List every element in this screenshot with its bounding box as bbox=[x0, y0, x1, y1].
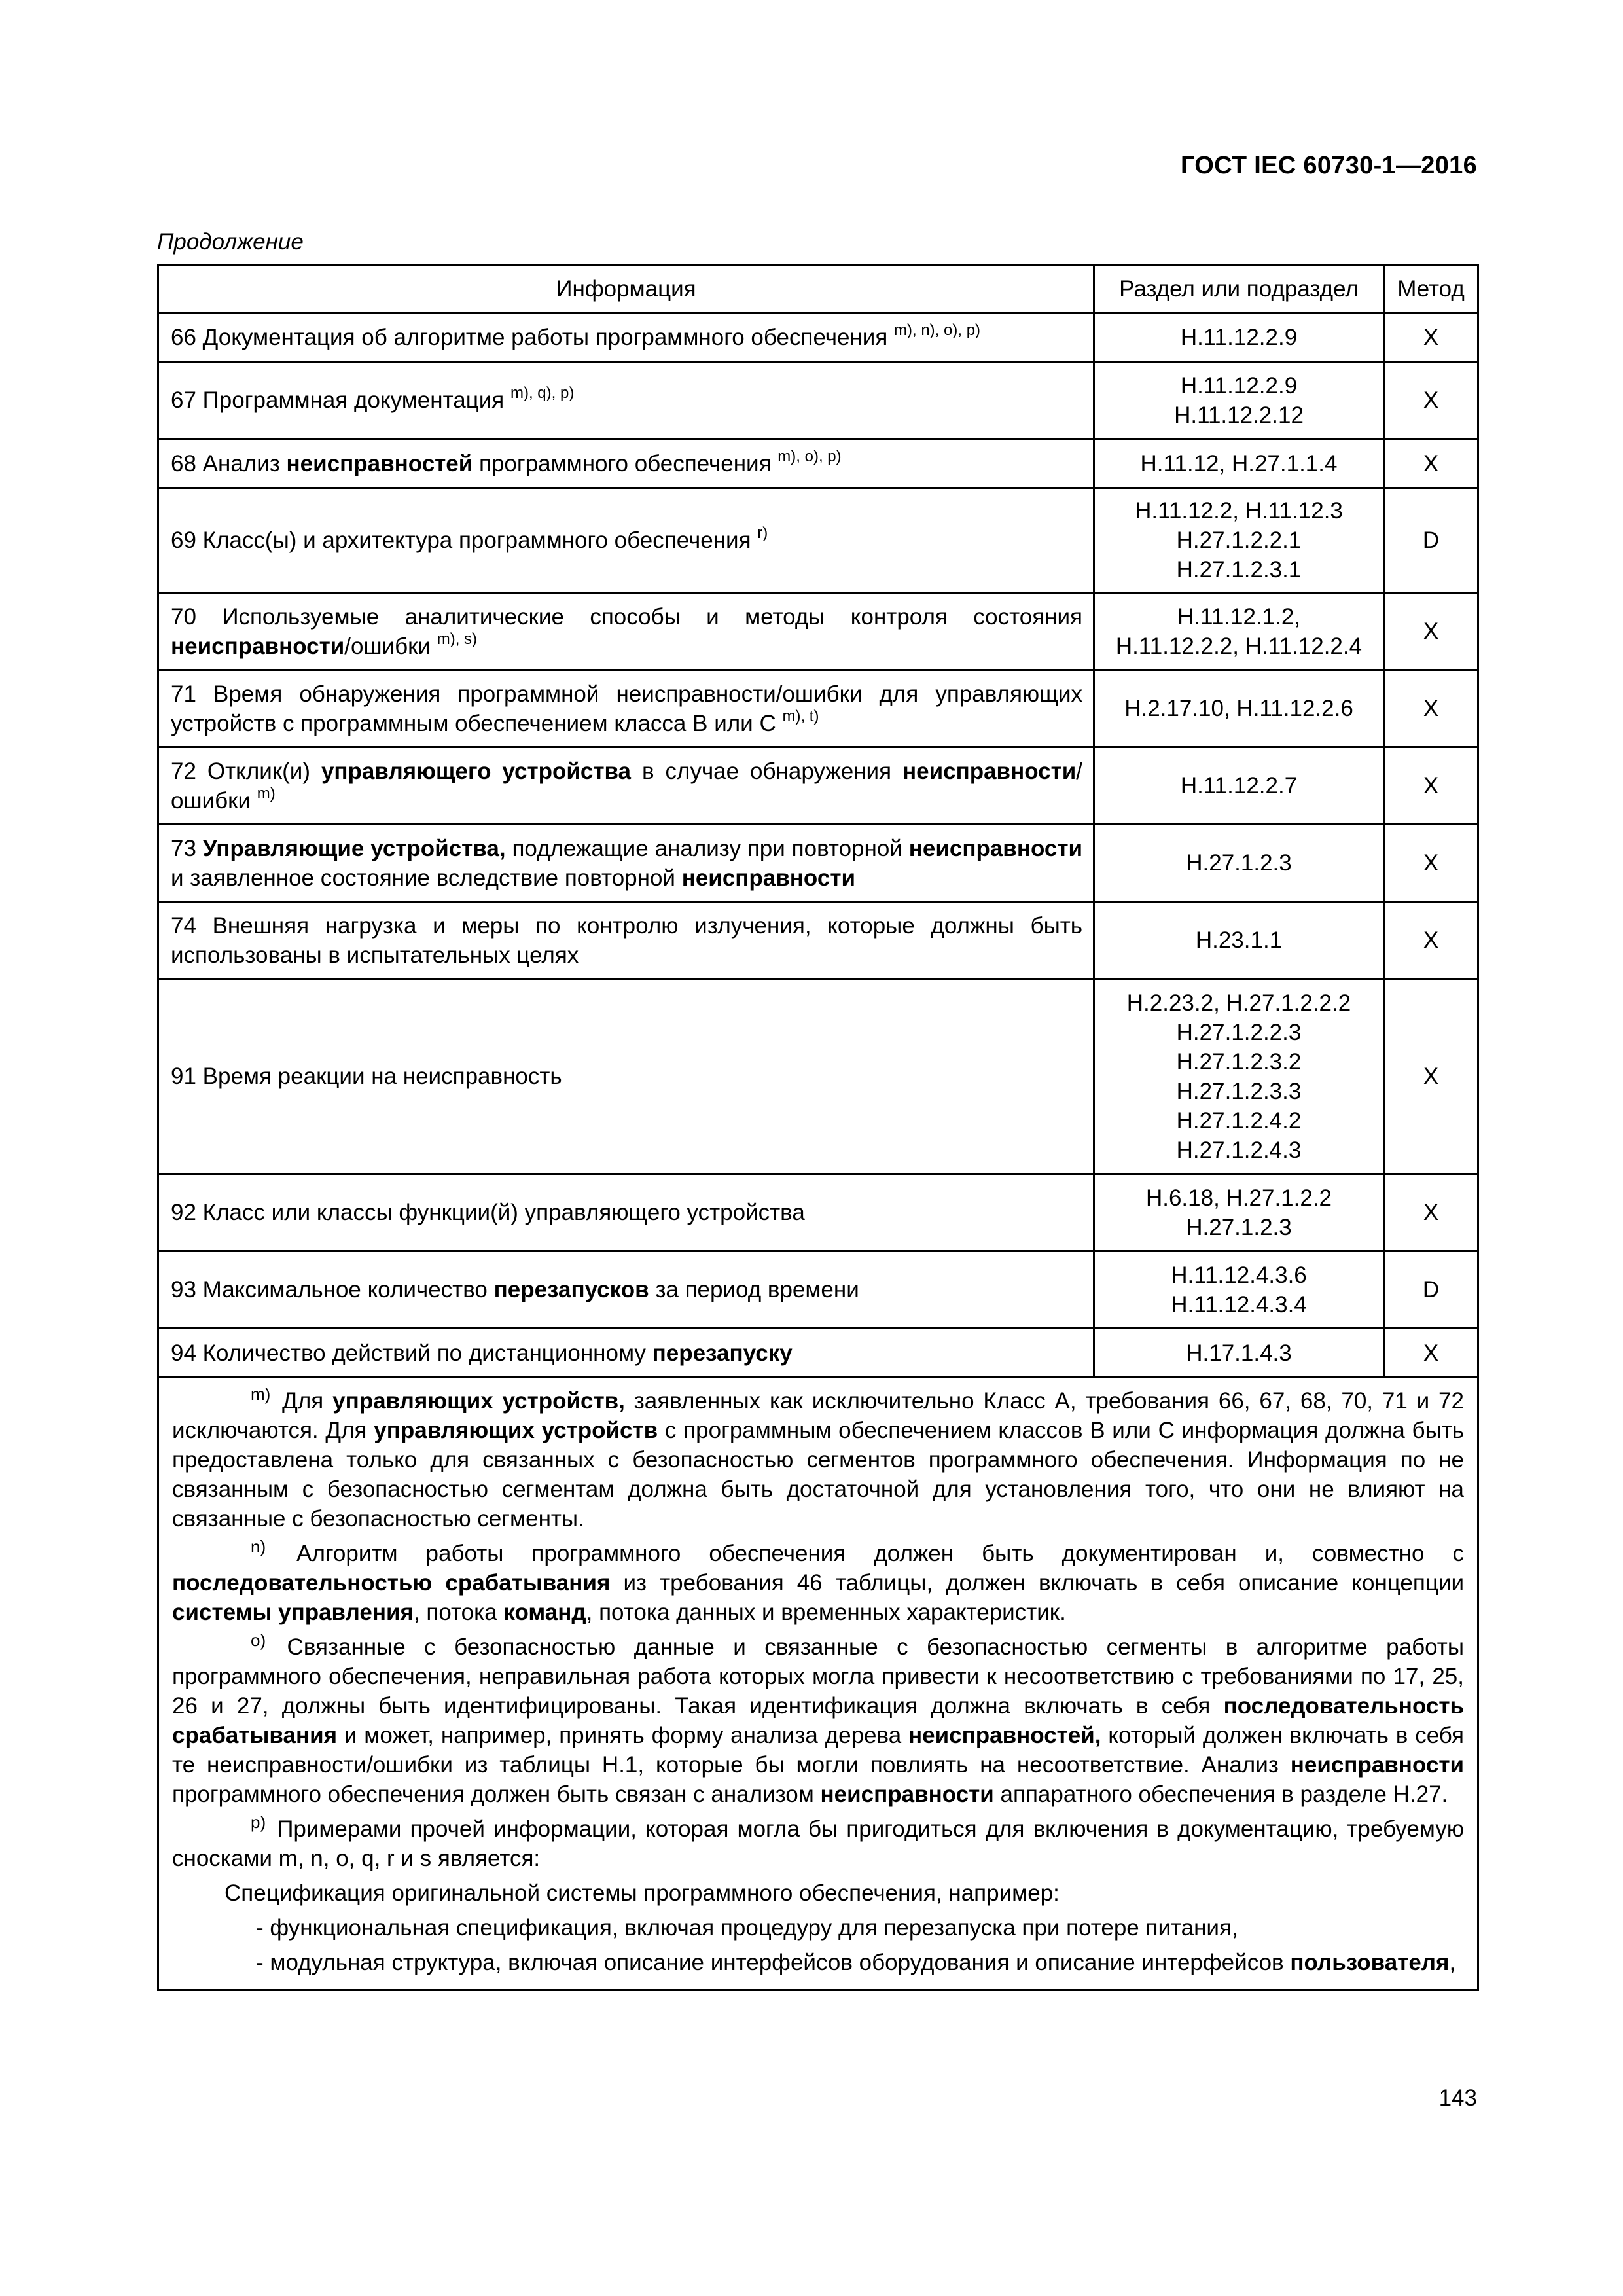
text-run: аппаратного обеспечения в разделе H.27. bbox=[993, 1782, 1448, 1807]
method-cell: X bbox=[1384, 1174, 1478, 1251]
table-row bbox=[158, 979, 1478, 1174]
section-cell bbox=[1094, 902, 1384, 979]
info-cell bbox=[158, 1329, 1094, 1378]
text-run: 66 Документация об алгоритме работы программного обеспечения bbox=[171, 324, 895, 350]
requirements-table bbox=[157, 264, 1479, 1991]
section-cell bbox=[1094, 593, 1384, 670]
text-run: Алгоритм работы программного обеспечения должен быть документирован и, совместно с bbox=[268, 1541, 1464, 1566]
text-run: 71 Время обнаружения программной неисправности/ошибки для управляющих устройств с программным обеспечением класса B или C bbox=[171, 681, 1082, 736]
section-ref: H.6.18, H.27.1.2.2 bbox=[1145, 1185, 1332, 1211]
bold-term: управляющих устройств bbox=[374, 1418, 658, 1443]
text-run: программного обеспечения bbox=[473, 450, 778, 476]
section-ref: H.23.1.1 bbox=[1195, 927, 1283, 953]
method-cell: D bbox=[1384, 1251, 1478, 1329]
method-cell: X bbox=[1384, 670, 1478, 747]
text-run: - функциональная спецификация, включая процедуру для перезапуска при потере питания, bbox=[256, 1915, 1238, 1941]
footnote bbox=[172, 1386, 1464, 1534]
text-run: - модульная структура, включая описание интерфейсов оборудования и описание интерфейсов bbox=[256, 1950, 1291, 1975]
footnote-marker: p) bbox=[251, 1812, 266, 1833]
text-run: заявленных как исключительно Класс А, требования 66, 67, 68, 70, 71 и 72 исключаются. Для bbox=[172, 1388, 1464, 1443]
bold-term: Управляющие устройства, bbox=[202, 835, 506, 861]
spec-line: Спецификация оригинальной системы программного обеспечения, например: bbox=[224, 1880, 1060, 1906]
notes-row bbox=[158, 1378, 1478, 1990]
section-cell bbox=[1094, 362, 1384, 439]
section-ref: H.11.12.2.12 bbox=[1174, 402, 1304, 428]
method-cell: D bbox=[1384, 488, 1478, 593]
section-cell bbox=[1094, 825, 1384, 902]
footnote-ref: m), n), o), p) bbox=[894, 321, 981, 339]
column-header-info: Информация bbox=[158, 266, 1094, 313]
text-run: 74 Внешняя нагрузка и меры по контролю излучения, которые должны быть использованы в испытательных целях bbox=[171, 912, 1082, 968]
bold-term: команд bbox=[503, 1600, 586, 1625]
bold-term: последовательностью срабатывания bbox=[172, 1570, 611, 1596]
text-run: и может, например, принять форму анализа дерева bbox=[337, 1723, 909, 1748]
method-cell: X bbox=[1384, 313, 1478, 362]
document-header: ГОСТ IEC 60730-1—2016 bbox=[1180, 152, 1477, 179]
footnote-ref: m), o), p) bbox=[777, 447, 842, 465]
bold-term: неисправностей, bbox=[908, 1723, 1101, 1748]
column-header-section: Раздел или подраздел bbox=[1094, 266, 1384, 313]
info-cell bbox=[158, 439, 1094, 488]
text-run: 93 Максимальное количество bbox=[171, 1277, 494, 1302]
method-cell: X bbox=[1384, 902, 1478, 979]
section-ref: H.27.1.2.4.3 bbox=[1176, 1137, 1302, 1163]
bold-term: неисправности bbox=[171, 633, 345, 659]
table-row bbox=[158, 1174, 1478, 1251]
section-ref: H.27.1.2.4.2 bbox=[1176, 1107, 1302, 1134]
section-ref: H.27.1.2.3 bbox=[1186, 1214, 1292, 1240]
continuation-label: Продолжение bbox=[157, 229, 304, 255]
method-cell: X bbox=[1384, 1329, 1478, 1378]
section-cell bbox=[1094, 439, 1384, 488]
table-row bbox=[158, 902, 1478, 979]
column-header-method: Метод bbox=[1384, 266, 1478, 313]
footnote-marker: m) bbox=[251, 1384, 271, 1405]
section-ref: H.2.23.2, H.27.1.2.2.2 bbox=[1126, 990, 1351, 1016]
text-run: и заявленное состояние вследствие повторной bbox=[171, 865, 682, 891]
text-run: 73 bbox=[171, 835, 203, 861]
footnote-ref: m) bbox=[257, 784, 276, 802]
bold-term: последовательность срабатывания bbox=[172, 1693, 1464, 1748]
table-row bbox=[158, 362, 1478, 439]
text-run: который должен включать в себя те неисправности/ошибки из таблицы H.1, которые бы могли повлиять на несоответствие. Анализ bbox=[172, 1723, 1464, 1778]
table-header-row bbox=[158, 266, 1478, 313]
text-run: , потока данных и временных характеристик. bbox=[586, 1600, 1066, 1625]
section-ref: H.11.12, H.27.1.1.4 bbox=[1140, 450, 1338, 476]
text-run: Для bbox=[273, 1388, 333, 1414]
text-run: из требования 46 таблицы, должен включать в себя описание концепции bbox=[610, 1570, 1464, 1596]
text-run: Связанные с безопасностью данные и связанные с безопасностью сегменты в алгоритме работы программного обеспечения, неправильная работа которых могла привести к несоответствию с требованиями по 17, 25, 26 и 27, должны быть идентифицированы. Такая идентификация должна включать в себя bbox=[172, 1634, 1464, 1719]
section-ref: H.11.12.2, H.11.12.3 bbox=[1135, 498, 1343, 524]
text-run: подлежащие анализу при повторной bbox=[505, 835, 909, 861]
section-ref: H.11.12.4.3.4 bbox=[1171, 1291, 1307, 1318]
table-row bbox=[158, 488, 1478, 593]
footnotes-cell bbox=[158, 1378, 1478, 1990]
bold-term: пользователя bbox=[1290, 1950, 1450, 1975]
text-run: 67 Программная документация bbox=[171, 387, 510, 413]
section-cell bbox=[1094, 313, 1384, 362]
section-ref: H.27.1.2.2.3 bbox=[1176, 1019, 1302, 1045]
text-run: 70 Используемые аналитические способы и методы контроля состояния bbox=[171, 603, 1082, 630]
footnote-marker: n) bbox=[251, 1537, 266, 1557]
footnote bbox=[172, 1632, 1464, 1809]
footnote-ref: m), s) bbox=[437, 630, 478, 648]
page-number: 143 bbox=[1438, 2085, 1477, 2111]
list-item bbox=[172, 1913, 1464, 1943]
method-cell: X bbox=[1384, 979, 1478, 1174]
bold-term: неисправности bbox=[820, 1782, 994, 1807]
section-ref: H.27.1.2.2.1 bbox=[1176, 528, 1302, 553]
text-run: Примерами прочей информации, которая могла бы пригодиться для включения в документацию, требуемую сносками m, n, o, q, r и s является: bbox=[172, 1816, 1464, 1871]
text-run: программного обеспечения должен быть связан с анализом bbox=[172, 1782, 821, 1807]
footnote-ref: r) bbox=[757, 524, 768, 543]
text-run: 72 Отклик(и) bbox=[171, 758, 321, 784]
footnote-ref: m), q), p) bbox=[510, 384, 575, 403]
section-ref: H.11.12.2.9 bbox=[1180, 324, 1298, 350]
section-cell bbox=[1094, 670, 1384, 747]
section-cell bbox=[1094, 1174, 1384, 1251]
bold-term: неисправности bbox=[908, 835, 1083, 861]
section-cell bbox=[1094, 979, 1384, 1174]
bold-term: системы управления bbox=[172, 1600, 414, 1625]
info-cell bbox=[158, 313, 1094, 362]
table-row bbox=[158, 593, 1478, 670]
method-cell: X bbox=[1384, 439, 1478, 488]
section-ref: H.27.1.2.3.3 bbox=[1176, 1078, 1302, 1104]
table-row bbox=[158, 670, 1478, 747]
bold-term: неисправностей bbox=[286, 450, 473, 476]
bold-term: неисправности bbox=[902, 758, 1077, 784]
text-run: за период времени bbox=[649, 1277, 859, 1302]
section-cell bbox=[1094, 1329, 1384, 1378]
section-ref: H.11.12.2.7 bbox=[1180, 773, 1298, 798]
text-run: 92 Класс или классы функции(й) управляющего устройства bbox=[171, 1200, 805, 1225]
text-run: /ошибки bbox=[171, 758, 1082, 814]
table-row bbox=[158, 1251, 1478, 1329]
section-ref: H.11.12.2.2, H.11.12.2.4 bbox=[1115, 633, 1363, 659]
text-run: 91 Время реакции на неисправность bbox=[171, 1064, 562, 1089]
footnote bbox=[172, 1539, 1464, 1627]
info-cell bbox=[158, 362, 1094, 439]
section-ref: H.11.12.1.2, bbox=[1177, 603, 1301, 630]
table-row bbox=[158, 313, 1478, 362]
text-run: 69 Класс(ы) и архитектура программного обеспечения bbox=[171, 528, 758, 553]
bold-term: неисправности bbox=[681, 865, 855, 891]
footnote bbox=[172, 1814, 1464, 1873]
info-cell bbox=[158, 979, 1094, 1174]
info-cell bbox=[158, 747, 1094, 825]
info-cell bbox=[158, 902, 1094, 979]
section-ref: H.27.1.2.3.2 bbox=[1176, 1049, 1302, 1075]
info-cell bbox=[158, 825, 1094, 902]
section-ref: H.27.1.2.3.1 bbox=[1176, 557, 1302, 583]
section-cell bbox=[1094, 747, 1384, 825]
section-ref: H.11.12.2.9 bbox=[1180, 372, 1298, 399]
list-item bbox=[172, 1948, 1464, 1977]
text-run: , потока bbox=[413, 1600, 504, 1625]
section-cell bbox=[1094, 1251, 1384, 1329]
table-row bbox=[158, 825, 1478, 902]
section-cell bbox=[1094, 488, 1384, 593]
section-ref: H.17.1.4.3 bbox=[1186, 1340, 1292, 1366]
footnote-ref: m), t) bbox=[782, 707, 819, 725]
table-row bbox=[158, 439, 1478, 488]
footnote-marker: o) bbox=[251, 1630, 266, 1651]
info-cell bbox=[158, 593, 1094, 670]
info-cell bbox=[158, 670, 1094, 747]
method-cell: X bbox=[1384, 747, 1478, 825]
bold-term: управляющих устройств, bbox=[332, 1388, 625, 1414]
text-run: с программным обеспечением классов B или C информация должна быть предоставлена только для связанных с безопасностью сегментов программного обеспечения. Информация по не связанным с безопасностью сегментам должна быть достаточной для установления того, что они не влияют на связанные с безопасностью сегменты. bbox=[172, 1418, 1465, 1532]
section-ref: H.27.1.2.3 bbox=[1186, 850, 1292, 876]
text-run: , bbox=[1449, 1950, 1456, 1975]
method-cell: X bbox=[1384, 593, 1478, 670]
bold-term: перезапусков bbox=[493, 1277, 649, 1302]
info-cell bbox=[158, 1174, 1094, 1251]
bold-term: перезапуску bbox=[652, 1340, 793, 1366]
text-run: /ошибки bbox=[344, 633, 437, 659]
text-run: в случае обнаружения bbox=[631, 758, 902, 784]
section-ref: H.2.17.10, H.11.12.2.6 bbox=[1124, 696, 1353, 721]
info-cell bbox=[158, 1251, 1094, 1329]
method-cell: X bbox=[1384, 825, 1478, 902]
section-ref: H.11.12.4.3.6 bbox=[1171, 1262, 1307, 1288]
text-run: 94 Количество действий по дистанционному bbox=[171, 1340, 652, 1366]
info-cell bbox=[158, 488, 1094, 593]
table-row bbox=[158, 747, 1478, 825]
table-row bbox=[158, 1329, 1478, 1378]
method-cell: X bbox=[1384, 362, 1478, 439]
text-run: 68 Анализ bbox=[171, 450, 287, 476]
bold-term: управляющего устройства bbox=[321, 758, 632, 784]
bold-term: неисправности bbox=[1290, 1752, 1464, 1778]
